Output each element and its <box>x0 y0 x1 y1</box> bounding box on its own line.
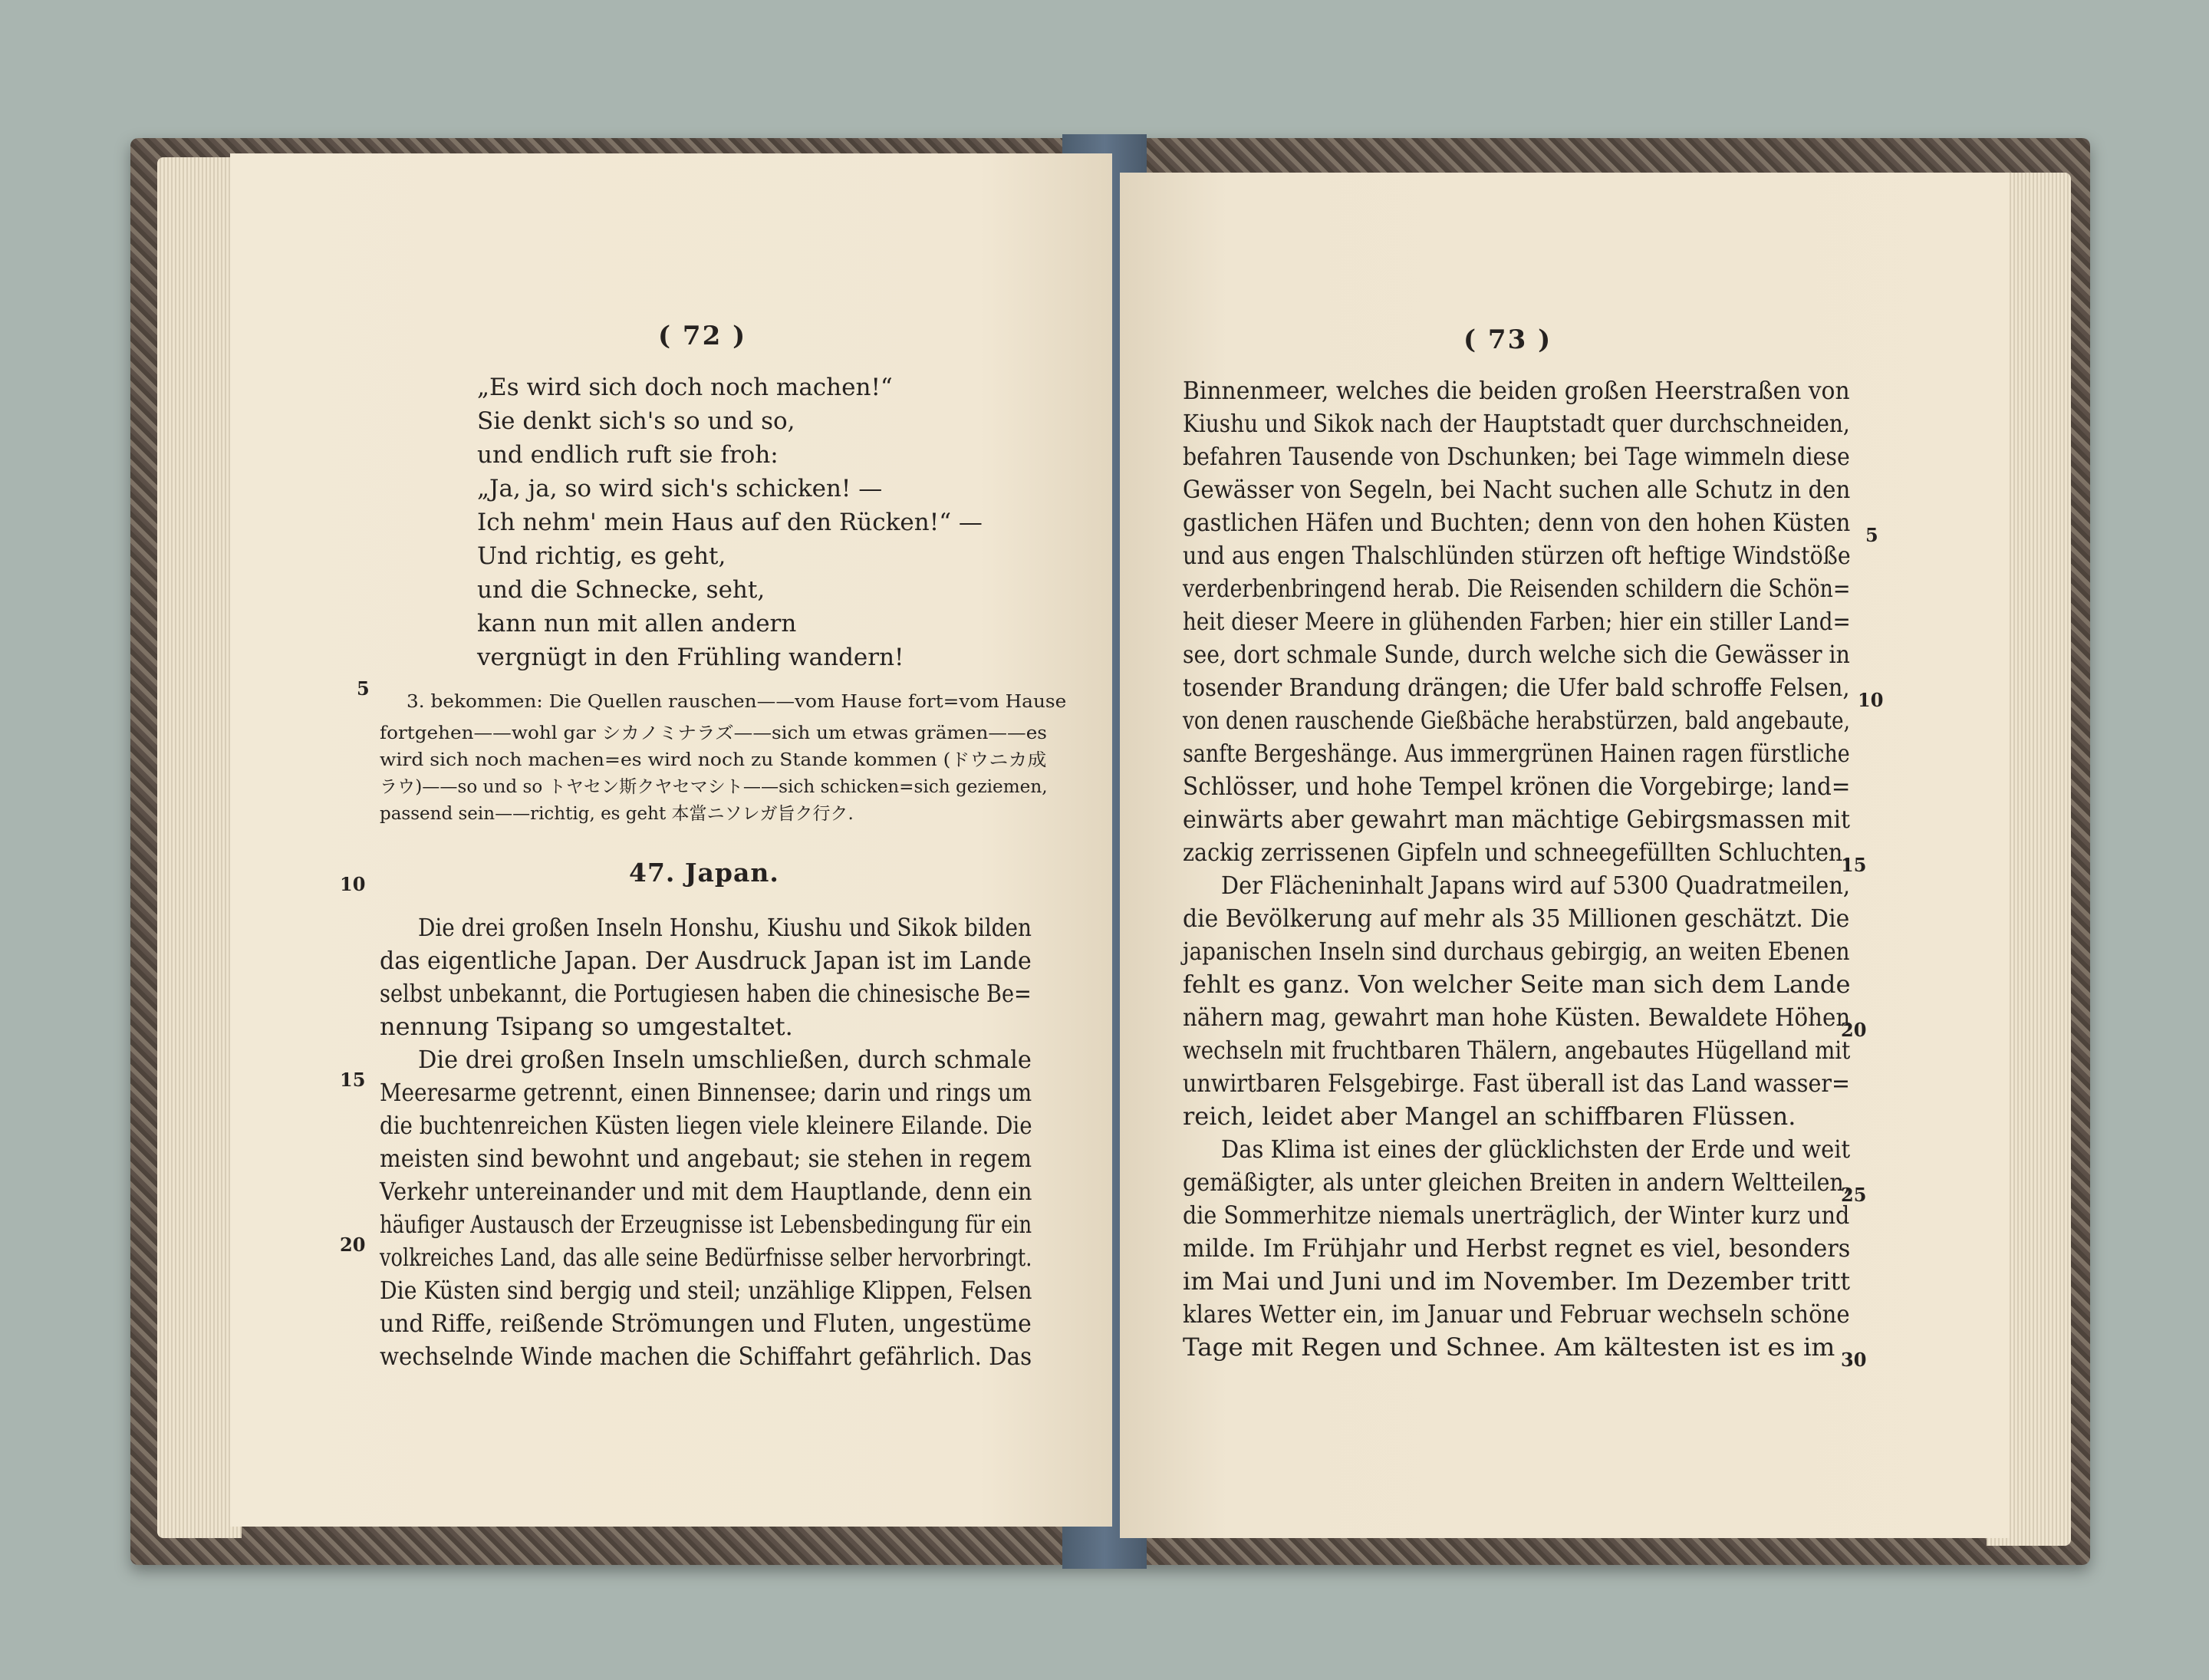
left-page <box>230 153 1112 1527</box>
body-line: milde. Im Frühjahr und Herbst regnet es viel, besonders <box>1183 1234 1851 1263</box>
section-heading: 47. Japan. <box>629 858 779 888</box>
body-line: gastlichen Häfen und Buchten; denn von den hohen Küsten <box>1183 508 1851 537</box>
body-line: Schlösser, und hohe Tempel krönen die Vorgebirge; land= <box>1183 772 1851 801</box>
body-line: japanischen Inseln sind durchaus gebirgig, an weiten Ebenen <box>1183 937 1850 966</box>
body-line: die Sommerhitze niemals unerträglich, der Winter kurz und <box>1183 1201 1850 1230</box>
footnote-line: passend sein——richtig, es geht 本當ニソレガ旨ク行ク. <box>380 804 854 824</box>
line-number: 10 <box>1858 689 1884 711</box>
body-line: tosender Brandung drängen; die Ufer bald schroffe Felsen, <box>1183 673 1850 702</box>
body-line: Binnenmeer, welches die beiden großen Heerstraßen von <box>1183 376 1850 405</box>
poem-line: Sie denkt sich's so und so, <box>477 407 795 435</box>
poem-line: kann nun mit allen andern <box>477 610 797 637</box>
body-line: nähern mag, gewahrt man hohe Küsten. Bewaldete Höhen <box>1183 1003 1851 1032</box>
footnote-line: 3. bekommen: Die Quellen rauschen——vom Hause fort=vom Hause <box>407 692 1067 712</box>
body-line: wechselnde Winde machen die Schiffahrt gefährlich. Das <box>380 1342 1032 1371</box>
body-line: volkreiches Land, das alle seine Bedürfnisse selber hervorbringt. <box>380 1243 1032 1272</box>
body-line: fehlt es ganz. Von welcher Seite man sich dem Lande <box>1183 970 1851 999</box>
body-line: gemäßigter, als unter gleichen Breiten in andern Weltteilen, <box>1183 1168 1851 1197</box>
line-number: 25 <box>1841 1184 1867 1206</box>
body-line: unwirtbaren Felsgebirge. Fast überall ist das Land wasser= <box>1183 1069 1850 1098</box>
footnote-line: wird sich noch machen=es wird noch zu Stande kommen (ドウニカ成 <box>380 750 1047 770</box>
poem-line: „Ja, ja, so wird sich's schicken! — <box>477 475 883 502</box>
body-line: Die drei großen Inseln Honshu, Kiushu und Sikok bilden <box>418 913 1032 942</box>
body-line: Meeresarme getrennt, einen Binnensee; darin und rings um <box>380 1078 1032 1107</box>
line-number: 30 <box>1841 1349 1867 1371</box>
body-line: häufiger Austausch der Erzeugnisse ist Lebensbedingung für ein <box>380 1210 1032 1239</box>
body-line: Die Küsten sind bergig und steil; unzählige Klippen, Felsen <box>380 1276 1032 1305</box>
page-edges-left <box>157 157 242 1538</box>
line-number: 5 <box>357 677 370 700</box>
body-line: die buchtenreichen Küsten liegen viele kleinere Eilande. Die <box>380 1111 1032 1140</box>
body-line: Tage mit Regen und Schnee. Am kältesten ist es im <box>1183 1332 1835 1362</box>
body-line: see, dort schmale Sunde, durch welche sich die Gewässer in <box>1183 640 1850 669</box>
body-line: Kiushu und Sikok nach der Hauptstadt quer durchschneiden, <box>1183 409 1850 438</box>
page-number: ( 73 ) <box>1463 324 1552 355</box>
body-line: und Riffe, reißende Strömungen und Fluten, ungestüme <box>380 1309 1032 1338</box>
footnote-line: ラウ)——so und so トヤセン斯クヤセマシト——sich schicken=sich geziemen, <box>380 777 1048 797</box>
body-line: heit dieser Meere in glühenden Farben; hier ein stiller Land= <box>1183 607 1851 636</box>
body-line: befahren Tausende von Dschunken; bei Tage wimmeln diese <box>1183 442 1850 471</box>
poem-line: vergnügt in den Frühling wandern! <box>477 644 904 671</box>
body-line: Gewässer von Segeln, bei Nacht suchen alle Schutz in den <box>1183 475 1851 504</box>
body-line: zackig zerrissenen Gipfeln und schneegefüllten Schluchten. <box>1183 838 1850 867</box>
poem-line: Und richtig, es geht, <box>477 542 726 570</box>
body-line: Verkehr untereinander und mit dem Hauptlande, denn ein <box>380 1177 1032 1206</box>
line-number: 5 <box>1865 524 1878 546</box>
body-line: verderbenbringend herab. Die Reisenden schildern die Schön= <box>1183 574 1851 603</box>
line-number: 20 <box>1841 1019 1867 1041</box>
poem-line: „Es wird sich doch noch machen!“ <box>477 374 893 401</box>
body-line: die Bevölkerung auf mehr als 35 Millionen geschätzt. Die <box>1183 904 1850 933</box>
body-line: das eigentliche Japan. Der Ausdruck Japan ist im Lande <box>380 946 1032 975</box>
body-line: und aus engen Thalschlünden stürzen oft heftige Windstöße <box>1183 541 1851 570</box>
body-line: wechseln mit fruchtbaren Thälern, angebautes Hügelland mit <box>1183 1036 1851 1065</box>
body-line: Das Klima ist eines der glücklichsten der Erde und weit <box>1221 1135 1851 1164</box>
body-line: Die drei großen Inseln umschließen, durch schmale <box>418 1045 1032 1074</box>
page-number: ( 72 ) <box>658 321 747 351</box>
footnote-line: fortgehen——wohl gar シカノミナラズ——sich um etwas grämen——es <box>380 723 1047 743</box>
line-number: 10 <box>340 873 366 895</box>
body-line: klares Wetter ein, im Januar und Februar wechseln schöne <box>1183 1300 1850 1329</box>
line-number: 15 <box>1841 854 1867 876</box>
body-line: von denen rauschende Gießbäche herabstürzen, bald angebaute, <box>1183 706 1850 735</box>
body-line: einwärts aber gewahrt man mächtige Gebirgsmassen mit <box>1183 805 1851 834</box>
poem-line: und die Schnecke, seht, <box>477 576 765 604</box>
line-number: 20 <box>340 1234 366 1256</box>
body-line: nennung Tsipang so umgestaltet. <box>380 1012 793 1041</box>
body-line: meisten sind bewohnt und angebaut; sie stehen in regem <box>380 1144 1032 1173</box>
body-line: selbst unbekannt, die Portugiesen haben die chinesische Be= <box>380 979 1032 1008</box>
right-page <box>1120 173 2010 1538</box>
poem-line: und endlich ruft sie froh: <box>477 441 779 469</box>
body-line: sanfte Bergeshänge. Aus immergrünen Hainen ragen fürstliche <box>1183 739 1850 768</box>
body-line: Der Flächeninhalt Japans wird auf 5300 Quadratmeilen, <box>1221 871 1851 900</box>
poem-line: Ich nehm' mein Haus auf den Rücken!“ — <box>477 509 983 536</box>
line-number: 15 <box>340 1069 366 1091</box>
body-line: im Mai und Juni und im November. Im Dezember tritt <box>1183 1267 1851 1296</box>
body-line: reich, leidet aber Mangel an schiffbaren Flüssen. <box>1183 1102 1796 1131</box>
